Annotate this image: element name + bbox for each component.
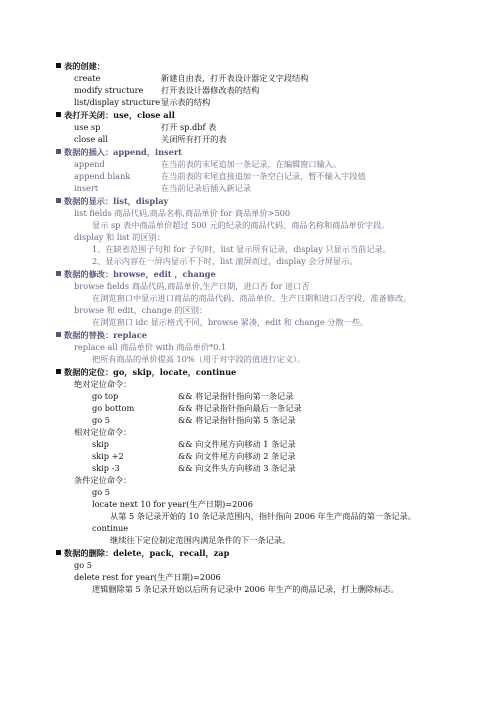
explanation-line: 从第 5 条记录开始的 10 条记录范围内，指针指向 2006 年生产商品的第一条记录。 — [110, 511, 416, 521]
code-line: locate next 10 for year(生产日期)=2006 — [92, 499, 253, 509]
explanation-line: display 和 list 的区别： — [74, 232, 165, 242]
code-line: list fields 商品代码,商品名称,商品单价 for 商品单价>500 — [74, 208, 291, 218]
section-heading-create: 表的创建： — [56, 61, 105, 72]
cmd-desc: 显示表的结构 — [161, 97, 211, 107]
cmd-line: insert — [74, 183, 99, 193]
cmd-desc: 在当前记录后插入新记录 — [161, 183, 252, 193]
cmd-desc: 打开表设计器修改表的结构 — [161, 85, 260, 95]
cmd-desc: 关闭所有打开的表 — [161, 134, 227, 144]
explanation-line: 在浏览窗口中显示进口商品的商品代码、商品单价、生产日期和进口否字段，准备修改。 — [92, 293, 412, 303]
cmd-desc: 打开 sp.dbf 表 — [161, 122, 217, 132]
code-line: continue — [92, 523, 129, 533]
section-heading-locate: 数据的定位：go，skip，locate，continue — [56, 367, 236, 378]
explanation-line: 在浏览窗口 idc 显示格式不同，browse 紧凑，edit 和 change 分散一些。 — [92, 317, 369, 327]
cmd-line: skip — [92, 439, 110, 449]
subsection-label: 相对定位命令： — [74, 427, 132, 437]
cmd-desc: 在当前表的末尾直接追加一条空白记录，暂不输入字段值 — [161, 171, 366, 181]
section-heading-modify: 数据的修改：browse，edit ，change — [56, 269, 216, 280]
subsection-label: 条件定位命令： — [74, 475, 132, 485]
cmd-desc: && 将记录指针指向第 5 条记录 — [178, 415, 296, 425]
subsection-label: 绝对定位命令： — [74, 379, 132, 389]
cmd-desc: && 将记录指针指向最后一条记录 — [178, 403, 302, 413]
cmd-desc: && 向文件尾方向移动 2 条记录 — [178, 451, 296, 461]
cmd-desc: 新建自由表，打开表设计器定义字段结构 — [161, 73, 309, 83]
explanation-line: 把所有商品的单价提高 10%（用于对字段的值进行定义）。 — [92, 354, 306, 364]
cmd-desc: && 将记录指针指向第一条记录 — [178, 391, 294, 401]
cmd-line: close all — [74, 134, 108, 144]
code-line: go 5 — [74, 560, 92, 570]
cmd-line: go bottom — [92, 403, 135, 413]
code-line: go 5 — [92, 487, 110, 497]
code-line: delete rest for year(生产日期)=2006 — [74, 572, 221, 582]
explanation-line: 继续往下定位制定范围内满足条件的下一条记录。 — [110, 535, 291, 545]
code-line: browse fields 商品代码,商品单价,生产日期，进口否 for 进口否 — [74, 281, 310, 291]
cmd-line: skip +2 — [92, 451, 124, 461]
explanation-line: 1、在缺省范围子句和 for 子句时，list 显示所有记录，display 只显示当前记录。 — [92, 244, 391, 254]
cmd-desc: && 向文件尾方向移动 1 条记录 — [178, 439, 296, 449]
cmd-line: use sp — [74, 122, 101, 132]
explanation-line: 逻辑删除第 5 条记录开始以后所有记录中 2006 年生产的商品记录，打上删除标志。 — [92, 584, 399, 594]
explanation-line: 显示 sp 表中商品单价超过 500 元的纪录的商品代码、商品名称和商品单价字段。 — [92, 220, 390, 230]
explanation-line: 2、显示内容在一屏内显示不下时，list 滚屏而过，display 会分屏显示。 — [92, 256, 358, 266]
cmd-line: modify structure — [74, 85, 144, 95]
cmd-line: go 5 — [92, 415, 110, 425]
explanation-line: browse 和 edit、change 的区别： — [74, 305, 208, 315]
cmd-line: append blank — [74, 171, 131, 181]
cmd-line: go top — [92, 391, 119, 401]
cmd-desc: 在当前表的末尾追加一条记录，在编辑窗口输入。 — [161, 159, 342, 169]
cmd-line: create — [74, 73, 101, 83]
code-line: replace all 商品单价 with 商品单价*0.1 — [74, 342, 227, 352]
section-heading-open-close: 表打开关闭：use，close all — [56, 110, 175, 121]
cmd-line: append — [74, 159, 105, 169]
cmd-line: skip -3 — [92, 463, 120, 473]
cmd-line: list/display structure — [74, 97, 161, 107]
section-heading-display: 数据的显示：list，display — [56, 196, 168, 207]
section-heading-replace: 数据的替换：replace — [56, 330, 147, 341]
section-heading-insert: 数据的插入：append，insert — [56, 147, 182, 158]
cmd-desc: && 向文件头方向移动 3 条记录 — [178, 463, 296, 473]
section-heading-delete: 数据的删除：delete，pack，recall，zap — [56, 548, 229, 559]
